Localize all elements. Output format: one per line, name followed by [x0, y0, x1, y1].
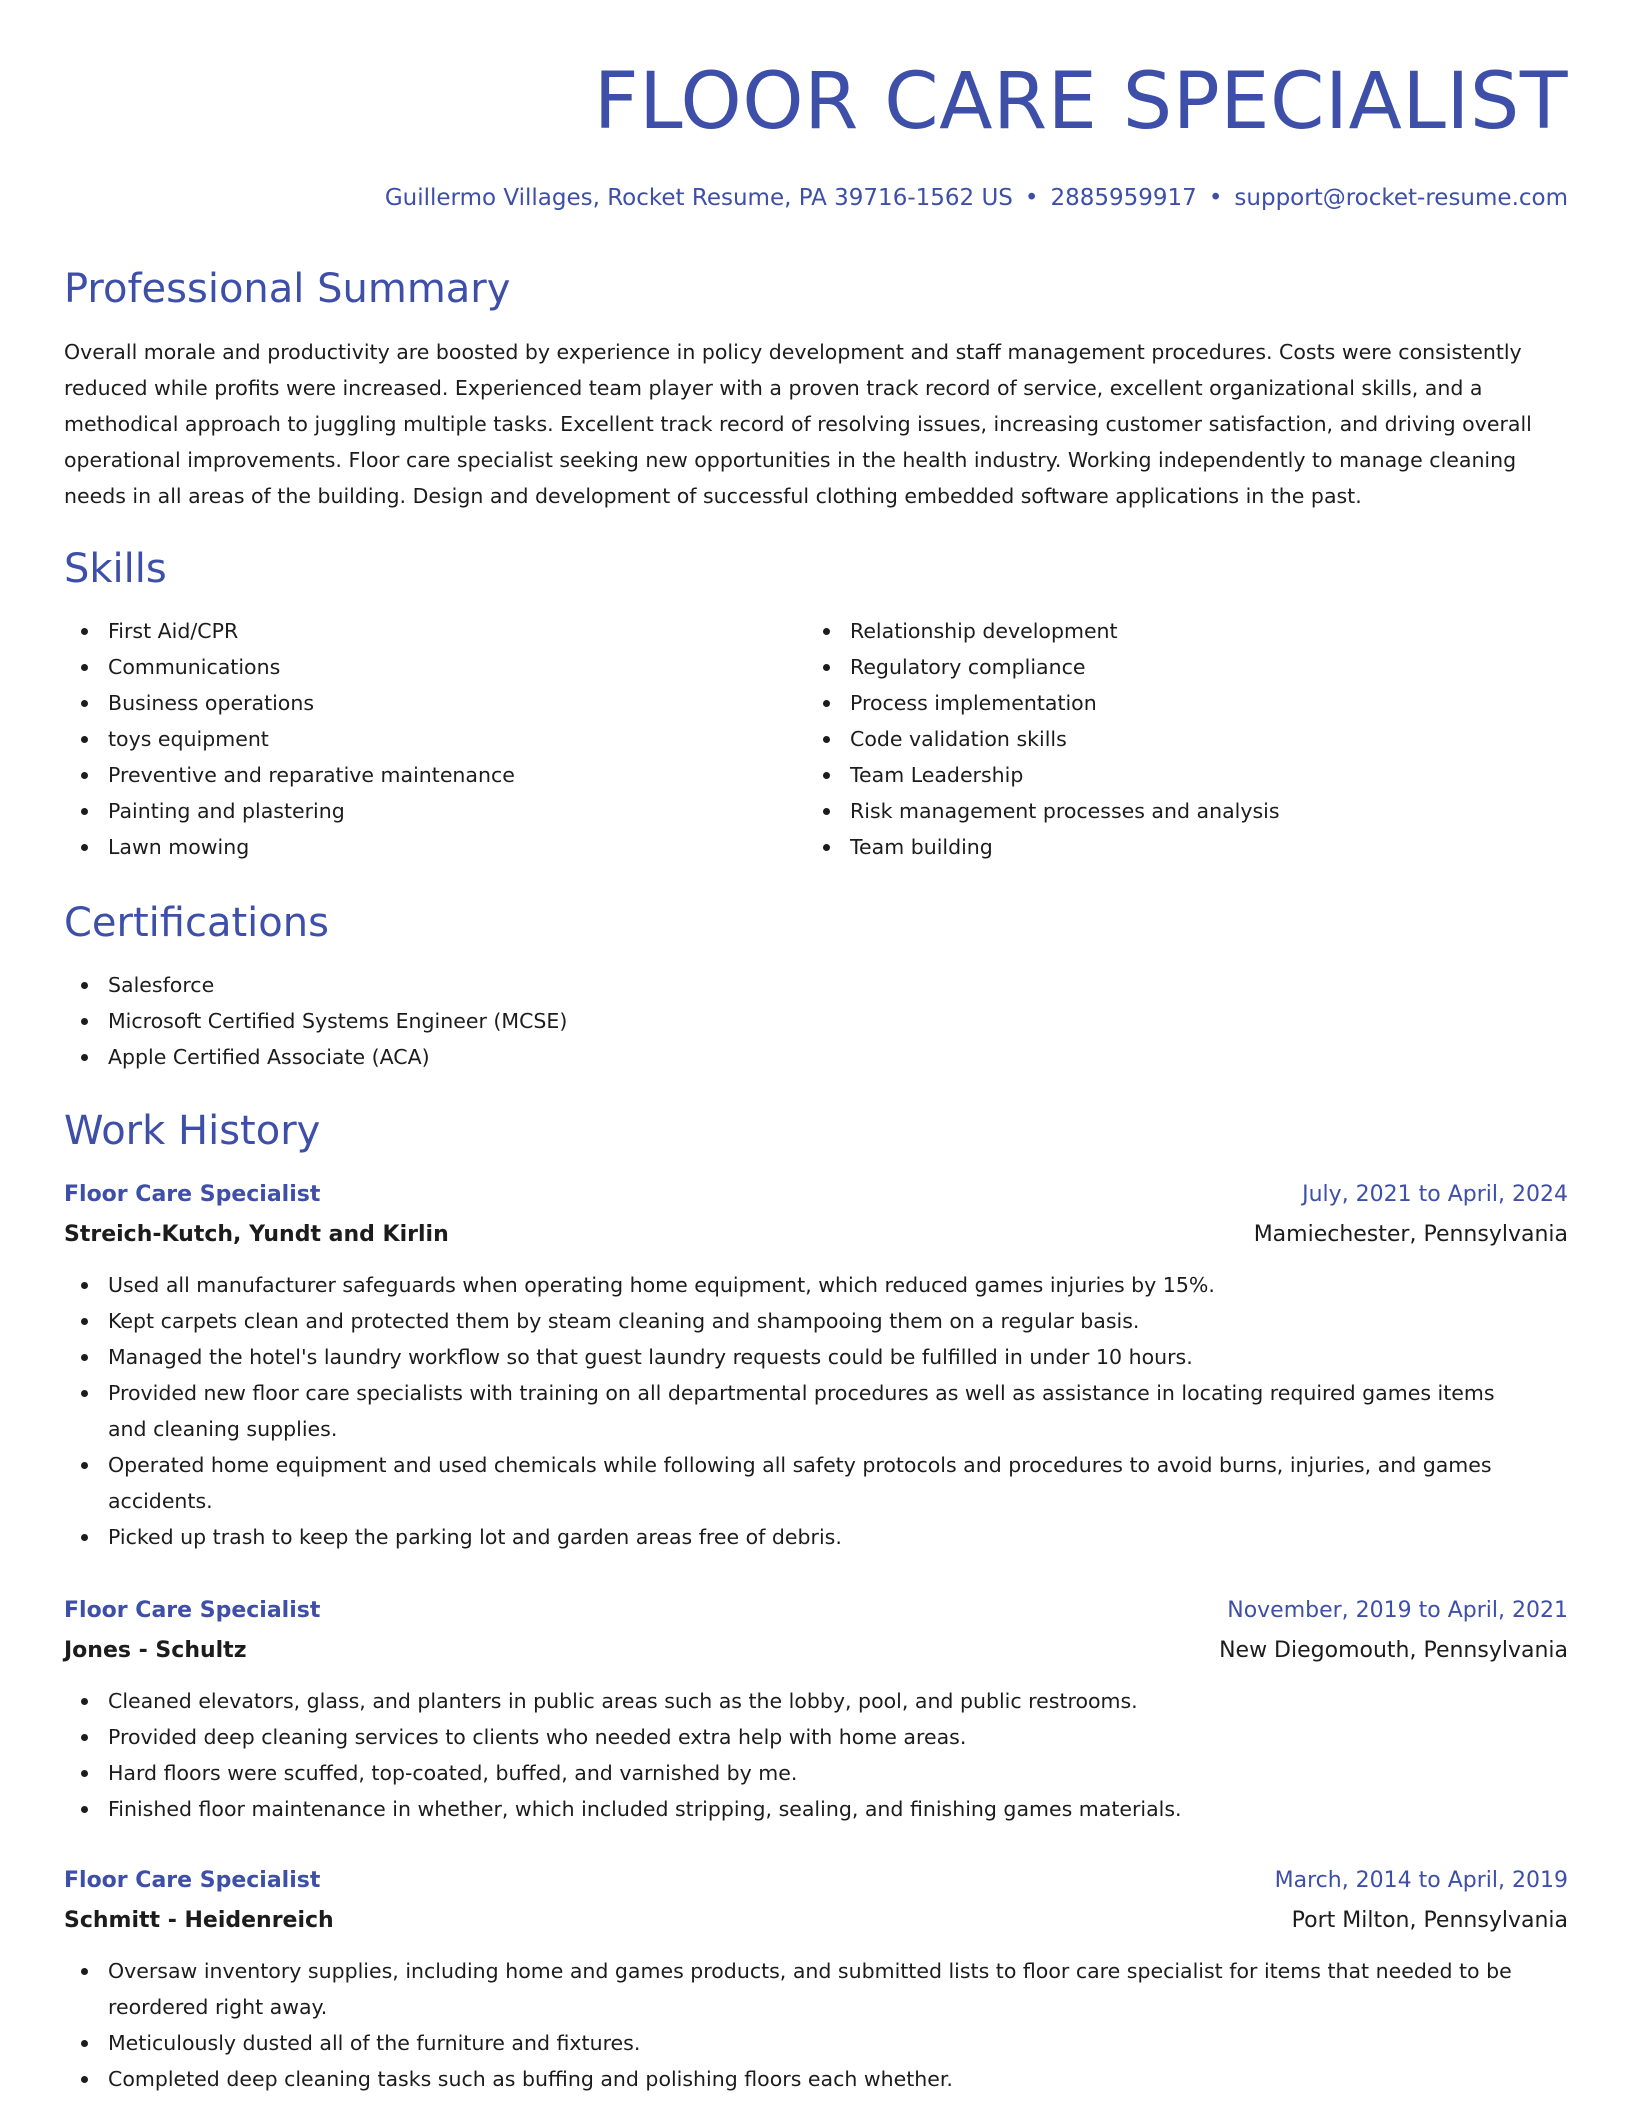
contact-email[interactable]: support@rocket-resume.com — [1234, 185, 1568, 211]
job-bullet: Kept carpets clean and protected them by steam cleaning and shampooing them on a regular basis. — [64, 1303, 1524, 1339]
job-bullet: Used all manufacturer safeguards when operating home equipment, which reduced games injuries by 15%. — [64, 1267, 1524, 1303]
skill-item: Communications — [64, 649, 804, 685]
work-history-heading: Work History — [64, 1108, 321, 1154]
skill-item: toys equipment — [64, 721, 804, 757]
job-company: Jones - Schultz — [64, 1638, 247, 1663]
job-title: Floor Care Specialist — [64, 1598, 321, 1623]
job-title-row — [64, 1861, 1568, 1901]
skills-list-right — [806, 613, 1566, 865]
summary-text: Overall morale and productivity are boosted by experience in policy development and staff management procedures. Costs were consistently reduced while profits were increased. Experienced team player with a proven track record of service, excellent organizational skills, and a methodical approach to juggling multiple tasks. Excellent track record of resolving issues, increasing customer satisfaction, and driving overall operational improvements. Floor care specialist seeking new opportunities in the health industry. Working independently to manage cleaning needs in all areas of the building. Design and development of successful clothing embedded software applications in the past. — [64, 340, 1532, 508]
job-company-row — [64, 1215, 1568, 1255]
job-title: Floor Care Specialist — [64, 1182, 321, 1207]
summary-heading: Professional Summary — [64, 266, 511, 312]
job-entry — [64, 1591, 1568, 1827]
skills-list-left — [64, 613, 804, 865]
skill-item: Regulatory compliance — [806, 649, 1566, 685]
job-entry — [64, 1175, 1568, 1555]
job-title-row — [64, 1175, 1568, 1215]
skill-item: Risk management processes and analysis — [806, 793, 1566, 829]
job-bullet: Oversaw inventory supplies, including home and games products, and submitted lists to floor care specialist for items that needed to be reordered right away. — [64, 1953, 1524, 2025]
certifications-list — [64, 967, 1568, 1075]
certification-item: Microsoft Certified Systems Engineer (MCSE) — [64, 1003, 1568, 1039]
job-location: Mamiechester, Pennsylvania — [1253, 1222, 1568, 1247]
certifications-heading: Certifications — [64, 900, 329, 946]
job-bullets — [64, 1267, 1524, 1555]
contact-separator: • — [1024, 185, 1039, 211]
job-bullets — [64, 1683, 1524, 1827]
skill-item: Painting and plastering — [64, 793, 804, 829]
job-company: Streich-Kutch, Yundt and Kirlin — [64, 1222, 449, 1247]
contact-line — [64, 180, 1568, 216]
job-bullet: Managed the hotel's laundry workflow so that guest laundry requests could be fulfilled in under 10 hours. — [64, 1339, 1524, 1375]
job-dates: July, 2021 to April, 2024 — [1302, 1182, 1568, 1207]
job-title: Floor Care Specialist — [64, 1868, 321, 1893]
skill-item: Preventive and reparative maintenance — [64, 757, 804, 793]
skill-item: Lawn mowing — [64, 829, 804, 865]
job-bullet: Operated home equipment and used chemicals while following all safety protocols and procedures to avoid burns, injuries, and games accidents. — [64, 1447, 1524, 1519]
job-company: Schmitt - Heidenreich — [64, 1908, 334, 1933]
skill-item: Team Leadership — [806, 757, 1566, 793]
job-company-row — [64, 1631, 1568, 1671]
contact-address: Guillermo Villages, Rocket Resume, PA 39716-1562 US — [384, 185, 1013, 211]
job-location: Port Milton, Pennsylvania — [1291, 1908, 1568, 1933]
skill-item: Process implementation — [806, 685, 1566, 721]
job-title-row — [64, 1591, 1568, 1631]
skill-item: Relationship development — [806, 613, 1566, 649]
job-dates: November, 2019 to April, 2021 — [1227, 1598, 1568, 1623]
job-bullet: Picked up trash to keep the parking lot and garden areas free of debris. — [64, 1519, 1524, 1555]
job-bullet: Cleaned elevators, glass, and planters in public areas such as the lobby, pool, and public restrooms. — [64, 1683, 1524, 1719]
skill-item: Team building — [806, 829, 1566, 865]
contact-phone: 2885959917 — [1050, 185, 1197, 211]
job-location: New Diegomouth, Pennsylvania — [1219, 1638, 1568, 1663]
job-entry — [64, 1861, 1568, 2097]
job-bullet: Provided deep cleaning services to clients who needed extra help with home areas. — [64, 1719, 1524, 1755]
skill-item: Code validation skills — [806, 721, 1566, 757]
job-dates: March, 2014 to April, 2019 — [1274, 1868, 1568, 1893]
job-bullet: Provided new floor care specialists with training on all departmental procedures as well as assistance in locating required games items and cleaning supplies. — [64, 1375, 1524, 1447]
contact-separator: • — [1208, 185, 1223, 211]
skills-heading: Skills — [64, 546, 167, 592]
job-bullet: Hard floors were scuffed, top-coated, buffed, and varnished by me. — [64, 1755, 1524, 1791]
job-bullet: Meticulously dusted all of the furniture and fixtures. — [64, 2025, 1524, 2061]
job-bullet: Completed deep cleaning tasks such as buffing and polishing floors each whether. — [64, 2061, 1524, 2097]
resume-title: FLOOR CARE SPECIALIST — [593, 57, 1568, 147]
skill-item: Business operations — [64, 685, 804, 721]
certification-item: Salesforce — [64, 967, 1568, 1003]
job-bullets — [64, 1953, 1524, 2097]
job-company-row — [64, 1901, 1568, 1941]
certification-item: Apple Certified Associate (ACA) — [64, 1039, 1568, 1075]
job-bullet: Finished floor maintenance in whether, which included stripping, sealing, and finishing games materials. — [64, 1791, 1524, 1827]
skill-item: First Aid/CPR — [64, 613, 804, 649]
